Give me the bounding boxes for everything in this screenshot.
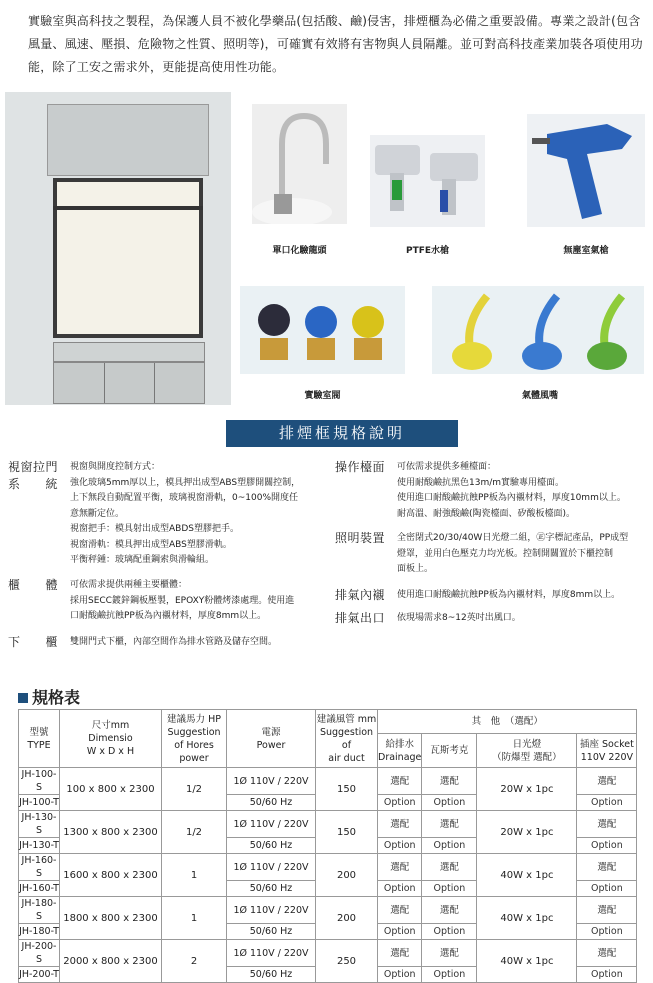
socket-option: Option [577,967,637,983]
drainage-option: Option [378,838,422,854]
table-row [19,811,637,838]
hp-cell: 1 [162,897,227,940]
drainage-option: Option [378,881,422,897]
th-light: 日光燈 （防爆型 選配） [477,734,577,768]
frequency-cell: 50/60 Hz [227,838,316,854]
ptfe-gun-photo [370,135,485,227]
model-s: JH-180-S [19,897,60,924]
gas-option: Option [422,838,477,854]
model-s: JH-160-S [19,854,60,881]
duct-cell: 200 [316,854,378,897]
power-cell: 1Ø 110V / 220V [227,811,316,838]
model-t: JH-180-T [19,924,60,940]
spec-line: 強化玻璃5mm厚以上，模具押出成型ABS塑膠開關控制， [70,477,301,488]
th-horsepower: 建議馬力 HP Suggestion of Hores power [162,710,227,768]
frequency-cell: 50/60 Hz [227,795,316,811]
spec-line: 平衡秤鍾：玻璃配重鋼索與滑輪組。 [70,555,215,565]
gas-option: Option [422,881,477,897]
drainage-cell: 選配 [378,768,422,795]
dimension-cell: 1600 x 800 x 2300 [60,854,162,897]
power-cell: 1Ø 110V / 220V [227,854,316,881]
drainage-cell: 選配 [378,940,422,967]
faucet-photo [252,104,347,224]
gas-option: Option [422,967,477,983]
spec-line: 視窗把手：模具射出成型ABDS塑膠把手。 [70,524,239,534]
airgun-photo [527,114,645,227]
table-row [19,940,637,967]
table-row [19,854,637,881]
model-t: JH-200-T [19,967,60,983]
dimension-cell: 100 x 800 x 2300 [60,768,162,811]
dimension-cell: 2000 x 800 x 2300 [60,940,162,983]
model-t: JH-160-T [19,881,60,897]
product-photos [0,90,653,410]
valve-caption: 實驗室閥 [304,391,341,401]
intro-paragraph: 實驗室與高科技之製程，為保護人員不被化學藥品(包括酸、鹼)侵害，排煙櫃為必備之重要設備。專業之設計(包含風量、風速、壓損、危險物之性質、照明等)，可確實有效將有害物與人員隔離。並可對高科技產業加裝各項使用功能，除了工安之需求外，更能提高使用性功能。 [28,14,643,74]
section-title-text: 規格表 [32,688,81,707]
power-cell: 1Ø 110V / 220V [227,768,316,795]
model-s: JH-130-S [19,811,60,838]
duct-cell: 150 [316,768,378,811]
gas-cell: 選配 [422,768,477,795]
spec-line: 採用SECC鍍鋅鋼板壓製，EPOXY粉體烤漆處理。使用進 [70,595,295,606]
spec-line: 可依需求提供兩種主要櫃體： [70,580,188,590]
drainage-cell: 選配 [378,811,422,838]
dimension-cell: 1300 x 800 x 2300 [60,811,162,854]
faucet-caption: 單口化驗龍頭 [272,246,327,256]
spec-label: 排氣內襯 [335,588,386,602]
socket-option: Option [577,924,637,940]
frequency-cell: 50/60 Hz [227,881,316,897]
table-row [19,768,637,795]
gas-option: Option [422,924,477,940]
spec-line: 使用進口耐酸鹼抗蝕PP板為內襯材料，厚度8mm以上。 [397,590,621,600]
dimension-cell: 1800 x 800 x 2300 [60,897,162,940]
spec-line: 使用進口耐酸鹼抗蝕PP板為內襯材料，厚度10mm以上。 [397,493,626,503]
airgun-caption: 無塵室氣槍 [563,246,609,256]
nozzle-photo [432,286,644,374]
power-cell: 1Ø 110V / 220V [227,940,316,967]
socket-cell: 選配 [577,811,637,838]
frequency-cell: 50/60 Hz [227,924,316,940]
light-cell: 40W x 1pc [477,854,577,897]
socket-cell: 選配 [577,940,637,967]
drainage-cell: 選配 [378,897,422,924]
gas-cell: 選配 [422,811,477,838]
model-t: JH-100-T [19,795,60,811]
drainage-option: Option [378,795,422,811]
nozzle-caption: 氣體風嘴 [521,391,558,401]
socket-option: Option [577,881,637,897]
duct-cell: 200 [316,897,378,940]
th-model: 型號 TYPE [19,710,60,768]
spec-line: 上下無段自動配置平衡，玻璃視窗滑軌，0~100%開度任 [70,493,298,503]
hp-cell: 1/2 [162,768,227,811]
duct-cell: 250 [316,940,378,983]
socket-cell: 選配 [577,897,637,924]
th-other: 其 他 （選配） [378,710,637,734]
spec-banner: 排煙框規格說明 [226,420,458,447]
spec-line: 燈罩，並用白色壓克力均光板。控制開關置於下櫃控制 [397,548,614,559]
socket-option: Option [577,838,637,854]
light-cell: 20W x 1pc [477,811,577,854]
drainage-option: Option [378,967,422,983]
spec-label: 櫃 體 [8,578,59,592]
frequency-cell: 50/60 Hz [227,967,316,983]
spec-label: 系 統 [8,477,59,491]
spec-line: 使用耐酸鹼抗黑色13m/m實驗專用檯面。 [397,477,565,488]
spec-table [18,709,637,983]
spec-line: 可依需求提供多種檯面： [397,462,497,472]
socket-cell: 選配 [577,768,637,795]
fume-hood-photo [5,92,231,405]
spec-line: 雙開門式下櫃，內部空間作為排水管路及儲存空間。 [70,637,278,647]
spec-line: 面板上。 [397,564,434,574]
spec-label: 照明裝置 [335,531,386,545]
th-socket: 插座 Socket 110V 220V [577,734,637,768]
spec-label: 操作檯面 [335,460,386,474]
light-cell: 40W x 1pc [477,897,577,940]
table-row [19,897,637,924]
section-title [18,685,80,708]
th-gas: 瓦斯考克 [422,734,477,768]
duct-cell: 150 [316,811,378,854]
spec-line: 依現場需求8~12英吋出風口。 [397,613,521,623]
socket-option: Option [577,795,637,811]
square-icon [18,693,28,703]
gas-cell: 選配 [422,940,477,967]
model-t: JH-130-T [19,838,60,854]
valve-photo [240,286,405,374]
light-cell: 20W x 1pc [477,768,577,811]
drainage-cell: 選配 [378,854,422,881]
spec-line: 口耐酸鹼抗蝕PP板為內襯材料，厚度8mm以上。 [70,611,267,621]
spec-label: 排氣出口 [335,611,386,625]
ptfe-caption: PTFE水槍 [405,246,450,256]
hp-cell: 1/2 [162,811,227,854]
th-duct: 建議風管 mm Suggestion of air duct [316,710,378,768]
power-cell: 1Ø 110V / 220V [227,897,316,924]
spec-line: 意無斷定位。 [70,508,125,519]
gas-cell: 選配 [422,897,477,924]
model-s: JH-100-S [19,768,60,795]
spec-line: 耐高溫、耐強酸鹼(陶瓷檯面、矽酸板檯面)。 [397,508,576,519]
th-drainage: 給排水 Drainage [378,734,422,768]
socket-cell: 選配 [577,854,637,881]
th-dimension: 尺寸mm Dimensio W x D x H [60,710,162,768]
gas-cell: 選配 [422,854,477,881]
light-cell: 40W x 1pc [477,940,577,983]
th-power: 電源 Power [227,710,316,768]
model-s: JH-200-S [19,940,60,967]
hp-cell: 2 [162,940,227,983]
hp-cell: 1 [162,854,227,897]
spec-label: 視窗拉門 [8,460,59,474]
spec-line: 視窗滑軌：模具押出成型ABS塑膠滑軌。 [70,539,232,550]
spec-line: 視窗與開度控制方式： [70,462,161,472]
spec-line: 全密閉式20/30/40W日光燈二組，㊣字標記產品，PP成型 [397,533,629,543]
drainage-option: Option [378,924,422,940]
gas-option: Option [422,795,477,811]
spec-label: 下 櫃 [8,635,59,649]
